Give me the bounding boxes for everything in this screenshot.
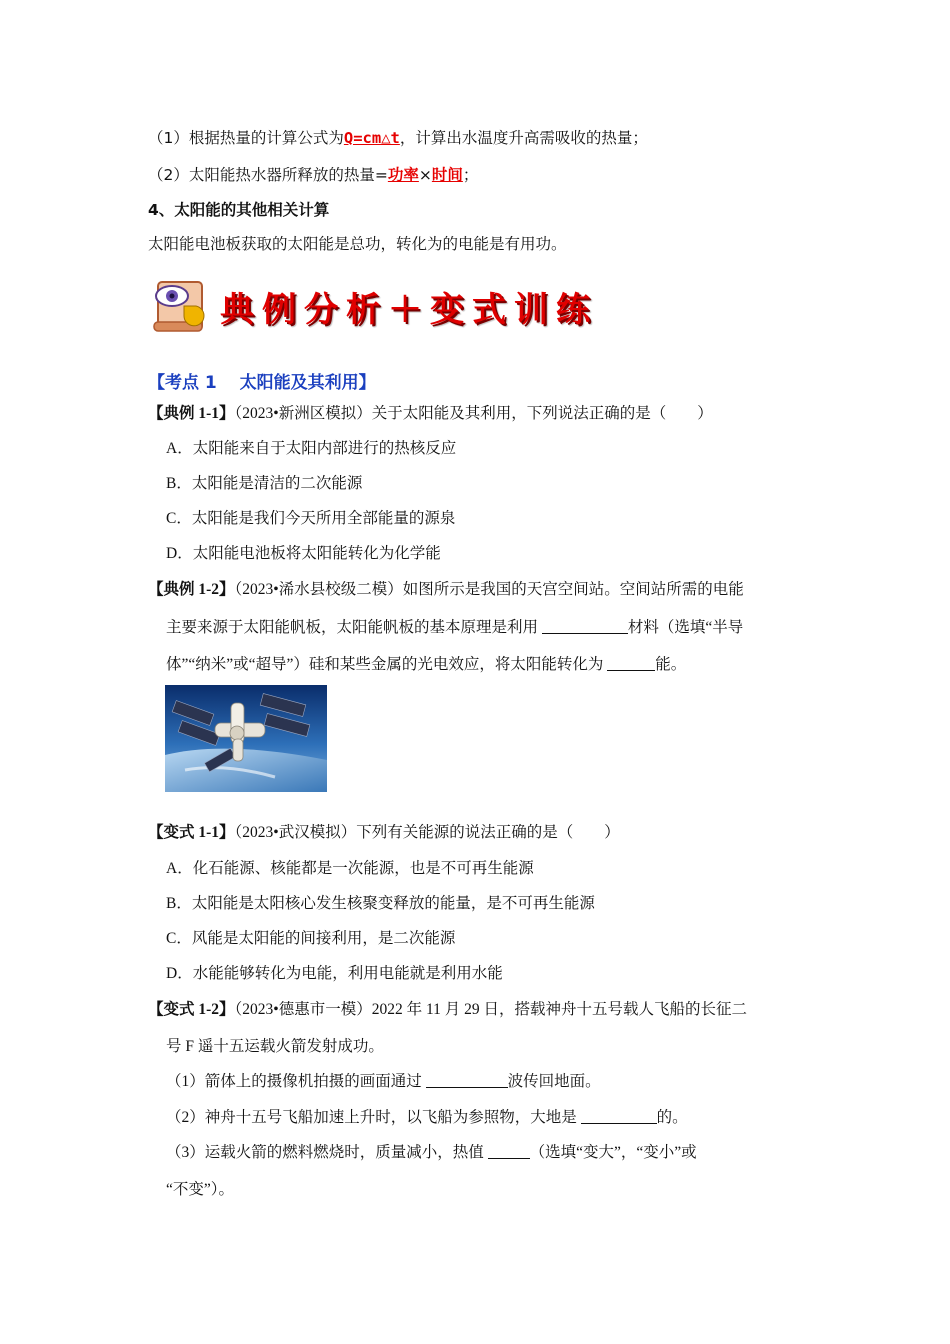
option-a: A．太阳能来自于太阳内部进行的热核反应 [166,440,457,457]
variant-1-2-q1: （1）箭体上的摄像机拍摄的画面通过 波传回地面。 [166,1073,601,1090]
variant-1-2-q2: （2）神舟十五号飞船加速上升时，以飞船为参照物，大地是 的。 [166,1109,688,1126]
option-d: D．太阳能电池板将太阳能转化为化学能 [166,545,441,562]
example-1-2-line-2: 主要来源于太阳能帆板，太阳能帆板的基本原理是利用 材料（选填“半导 [166,619,744,636]
section-banner [150,276,598,334]
space-station-photo [165,685,327,792]
power-term: 功率 [387,166,419,184]
section-4-heading: 4、太阳能的其他相关计算 [148,201,330,219]
section-4-text: 太阳能电池板获取的太阳能是总功，转化为的电能是有用功。 [148,235,567,253]
answer-blank[interactable] [581,1109,657,1124]
option-b: B．太阳能是太阳核心发生核聚变释放的能量，是不可再生能源 [166,895,595,912]
option-b: B．太阳能是清洁的二次能源 [166,475,363,492]
variant-1-1-stem: 【变式 1-1】（2023•武汉模拟）下列有关能源的说法正确的是（ ） [148,824,620,841]
variant-tag: 【变式 1-1】 [148,824,235,841]
option-c: C．太阳能是我们今天所用全部能量的源泉 [166,510,456,527]
example-1-2-line-3: 体”“纳米”或“超导”）硅和某些金属的光电效应，将太阳能转化为 能。 [166,656,687,673]
answer-blank[interactable] [607,656,655,671]
kaodian-heading: 【考点 1 太阳能及其利用】 [148,373,376,393]
heat-formula: Q=cm△t [343,129,400,147]
example-tag: 【典例 1-1】 [148,405,235,422]
variant-1-2-line-2: 号 F 遥十五运载火箭发射成功。 [166,1038,384,1055]
option-c: C．风能是太阳能的间接利用，是二次能源 [166,930,456,947]
time-term: 时间 [431,166,463,184]
answer-blank[interactable] [488,1144,530,1159]
variant-tag: 【变式 1-2】 [148,1001,235,1018]
banner-title: 典例分析＋变式训练 [220,290,598,330]
answer-blank[interactable] [426,1073,508,1088]
variant-1-2-q3: （3）运载火箭的燃料燃烧时，质量减小，热值 （选填“变大”，“变小”或 [166,1144,697,1161]
formula-item-2: （2）太阳能热水器所释放的热量=功率×时间； [148,166,479,184]
variant-1-2-q3-line-2: “不变”）。 [166,1181,235,1198]
answer-blank[interactable] [542,619,628,634]
example-1-2-line-1: 【典例 1-2】（2023•浠水县校级二模）如图所示是我国的天宫空间站。空间站所需的电能 [148,581,744,598]
formula-item-1: （1）根据热量的计算公式为Q=cm△t，计算出水温度升高需吸收的热量； [148,129,648,147]
option-a: A．化石能源、核能都是一次能源，也是不可再生能源 [166,860,534,877]
example-1-1-stem: 【典例 1-1】（2023•新洲区模拟）关于太阳能及其利用，下列说法正确的是（ ） [148,405,713,422]
example-tag: 【典例 1-2】 [148,581,235,598]
variant-1-2-line-1: 【变式 1-2】（2023•德惠市一模）2022 年 11 月 29 日，搭载神舟十五号载人飞船的长征二 [148,1001,748,1018]
scroll-eye-icon [150,276,212,334]
option-d: D．水能能够转化为电能，利用电能就是利用水能 [166,965,503,982]
